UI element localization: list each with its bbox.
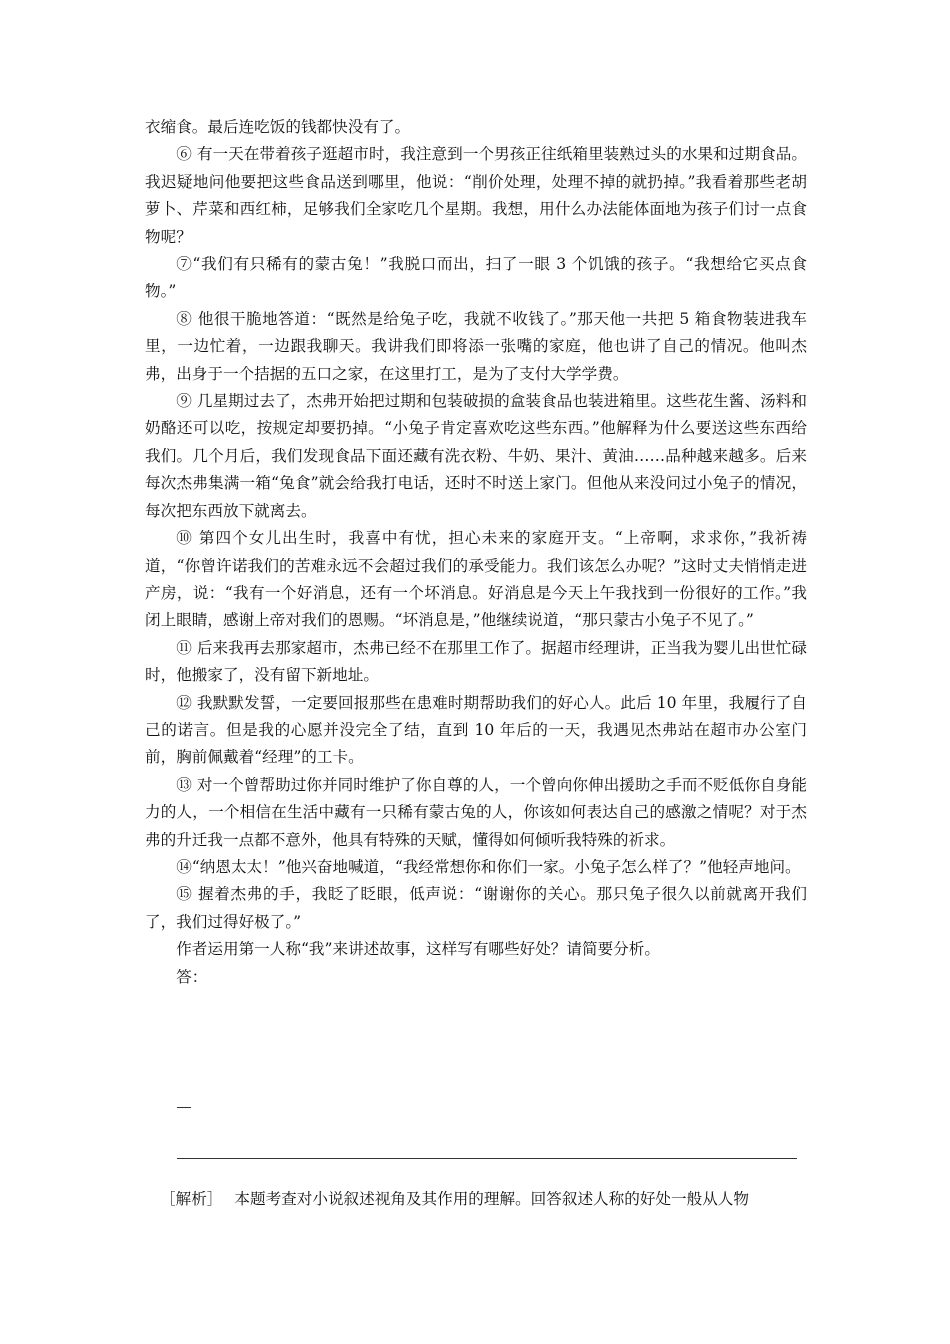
analysis-body: 本题考查对小说叙述视角及其作用的理解。回答叙述人称的好处一般从人物	[234, 1190, 749, 1208]
question-text: 作者运用第一人称“我”来讲述故事，这样写有哪些好处？请简要分析。	[176, 940, 660, 959]
paragraph-12: ⑫ 我默默发誓，一定要回报那些在患难时期帮助我们的好心人。此后 10 年里，我履行了自己的诺言。但是我的心愿并没完全了结，直到 10 年后的一天，我遇见杰弗站在超市办公室门前，胸前佩戴着“经理”的工卡。	[145, 693, 807, 767]
analysis-text	[160, 1186, 810, 1213]
paragraph-15: ⑮ 握着杰弗的手，我眨了眨眼，低声说：“谢谢你的关心。那只兔子很久以前就离开我们了，我们过得好极了。”	[145, 885, 807, 931]
paragraph-6: ⑥ 有一天在带着孩子逛超市时，我注意到一个男孩正往纸箱里装熟过头的水果和过期食品。我迟疑地问他要把这些食品送到哪里，他说：“削价处理，处理不掉的就扔掉。”我看着那些老胡萝卜、芹菜和西红柿，足够我们全家吃几个星期。我想，用什么办法能体面地为孩子们讨一点食物呢？	[145, 145, 807, 246]
paragraph-14: ⑭“纳恩太太！”他兴奋地喊道，“我经常想你和你们一家。小兔子怎么样了？”他轻声地问。	[176, 857, 801, 876]
answer-label: 答：	[176, 967, 208, 986]
analysis-tag: ［解析］	[160, 1190, 223, 1208]
paragraph-11: ⑪ 后来我再去那家超市，杰弗已经不在那里工作了。据超市经理讲，正当我为婴儿出世忙碌时，他搬家了，没有留下新地址。	[145, 638, 807, 685]
paragraph-7: ⑦“我们有只稀有的蒙古兔！”我脱口而出，扫了一眼 3 个饥饿的孩子。“我想给它买点食物。”	[145, 255, 807, 301]
article-body	[145, 114, 807, 991]
paragraph-8: ⑧ 他很干脆地答道：“既然是给兔子吃，我就不收钱了。”那天他一共把 5 箱食物装进我车里，一边忙着，一边跟我聊天。我讲我们即将添一张嘴的家庭，他也讲了自己的情况。他叫杰弗，出身于一个拮据的五口之家，在这里打工，是为了支付大学学费。	[145, 309, 807, 383]
paragraph-9: ⑨ 几星期过去了，杰弗开始把过期和包装破损的盒装食品也装进箱里。这些花生酱、汤料和奶酪还可以吃，按规定却要扔掉。“小兔子肯定喜欢吃这些东西。”他解释为什么要送这些东西给我们。几个月后，我们发现食品下面还藏有洗衣粉、牛奶、果汁、黄油……品种越来越多。后来每次杰弗集满一箱“兔食”就会给我打电话，还时不时送上家门。但他从来没问过小兔子的情况，每次把东西放下就离去。	[145, 392, 807, 520]
paragraph-continuation: 衣缩食。最后连吃饭的钱都快没有了。	[145, 118, 411, 136]
answer-blank-short[interactable]	[177, 1107, 191, 1108]
answer-blank-line[interactable]	[177, 1158, 797, 1159]
paragraph-10: ⑩ 第四个女儿出生时，我喜中有忧，担心未来的家庭开支。“上帝啊，求求你，”我祈祷道，“你曾许诺我们的苦难永远不会超过我们的承受能力。我们该怎么办呢？”这时丈夫悄悄走进产房，说：“我有一个好消息，还有一个坏消息。好消息是今天上午我找到一份很好的工作。”我闭上眼睛，感谢上帝对我们的恩赐。“坏消息是，”他继续说道，“那只蒙古小兔子不见了。”	[145, 529, 807, 630]
paragraph-13: ⑬ 对一个曾帮助过你并同时维护了你自尊的人，一个曾向你伸出援助之手而不贬低你自身能力的人，一个相信在生活中藏有一只稀有蒙古兔的人，你该如何表达自己的感激之情呢？对于杰弗的升迁我一点都不意外，他具有特殊的天赋，懂得如何倾听我特殊的祈求。	[145, 775, 807, 849]
